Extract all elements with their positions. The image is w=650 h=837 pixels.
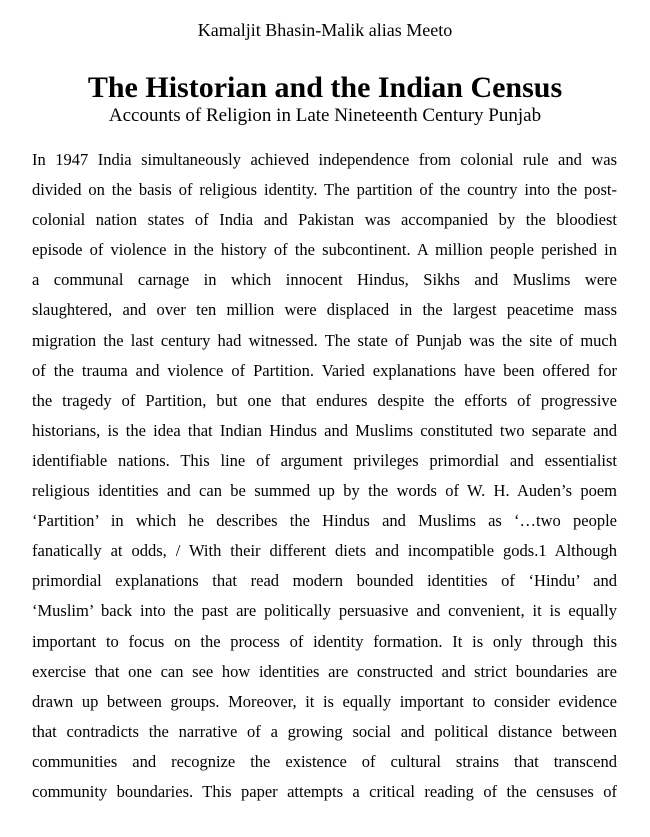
body-line: a communal carnage in which innocent Hindus, Sikhs and Muslims were — [32, 270, 617, 290]
body-line: of the trauma and violence of Partition. Varied explanations have been offered for — [32, 360, 617, 380]
body-line: exercise that one can see how identities are constructed and strict boundaries are — [32, 661, 617, 681]
body-line: ‘Partition’ in which he describes the Hindus and Muslims as ‘…two people — [32, 511, 617, 531]
body-line: that contradicts the narrative of a growing social and political distance between — [32, 721, 617, 741]
body-line: fanatically at odds, / With their different diets and incompatible gods.1 Although — [32, 541, 617, 561]
body-line: In 1947 India simultaneously achieved independence from colonial rule and was — [32, 150, 617, 169]
body-line: drawn up between groups. Moreover, it is equally important to consider evidence — [32, 691, 617, 711]
body-line: communities and recognize the existence of cultural strains that transcend — [32, 751, 617, 771]
body-line: community boundaries. This paper attempts a critical reading of the censuses of — [32, 781, 617, 801]
author-name: Kamaljit Bhasin-Malik alias Meeto — [197, 20, 453, 40]
body-line: religious identities and can be summed up by the words of W. H. Auden’s poem — [32, 481, 617, 501]
paper-title: The Historian and the Indian Census — [87, 71, 563, 104]
body-line: ‘Muslim’ back into the past are politically persuasive and convenient, it is equally — [32, 601, 617, 621]
body-line: migration the last century had witnessed. The state of Punjab was the site of much — [32, 330, 617, 350]
body-line: slaughtered, and over ten million were displaced in the largest peacetime mass — [32, 300, 617, 320]
body-line: divided on the basis of religious identity. The partition of the country into the post- — [32, 180, 617, 200]
body-line: historians, is the idea that Indian Hindus and Muslims constituted two separate and — [32, 420, 617, 440]
body-line: the tragedy of Partition, but one that endures despite the efforts of progressive — [32, 390, 617, 410]
body-paragraph — [32, 145, 617, 807]
body-line: important to focus on the process of identity formation. It is only through this — [32, 631, 617, 651]
body-line: episode of violence in the history of the subcontinent. A million people perished in — [32, 240, 617, 260]
paper-subtitle: Accounts of Religion in Late Nineteenth Century Punjab — [108, 105, 542, 126]
body-line: identifiable nations. This line of argument privileges primordial and essentialist — [32, 450, 617, 470]
body-line: primordial explanations that read modern bounded identities of ‘Hindu’ and — [32, 571, 617, 591]
body-line: colonial nation states of India and Pakistan was accompanied by the bloodiest — [32, 210, 617, 230]
